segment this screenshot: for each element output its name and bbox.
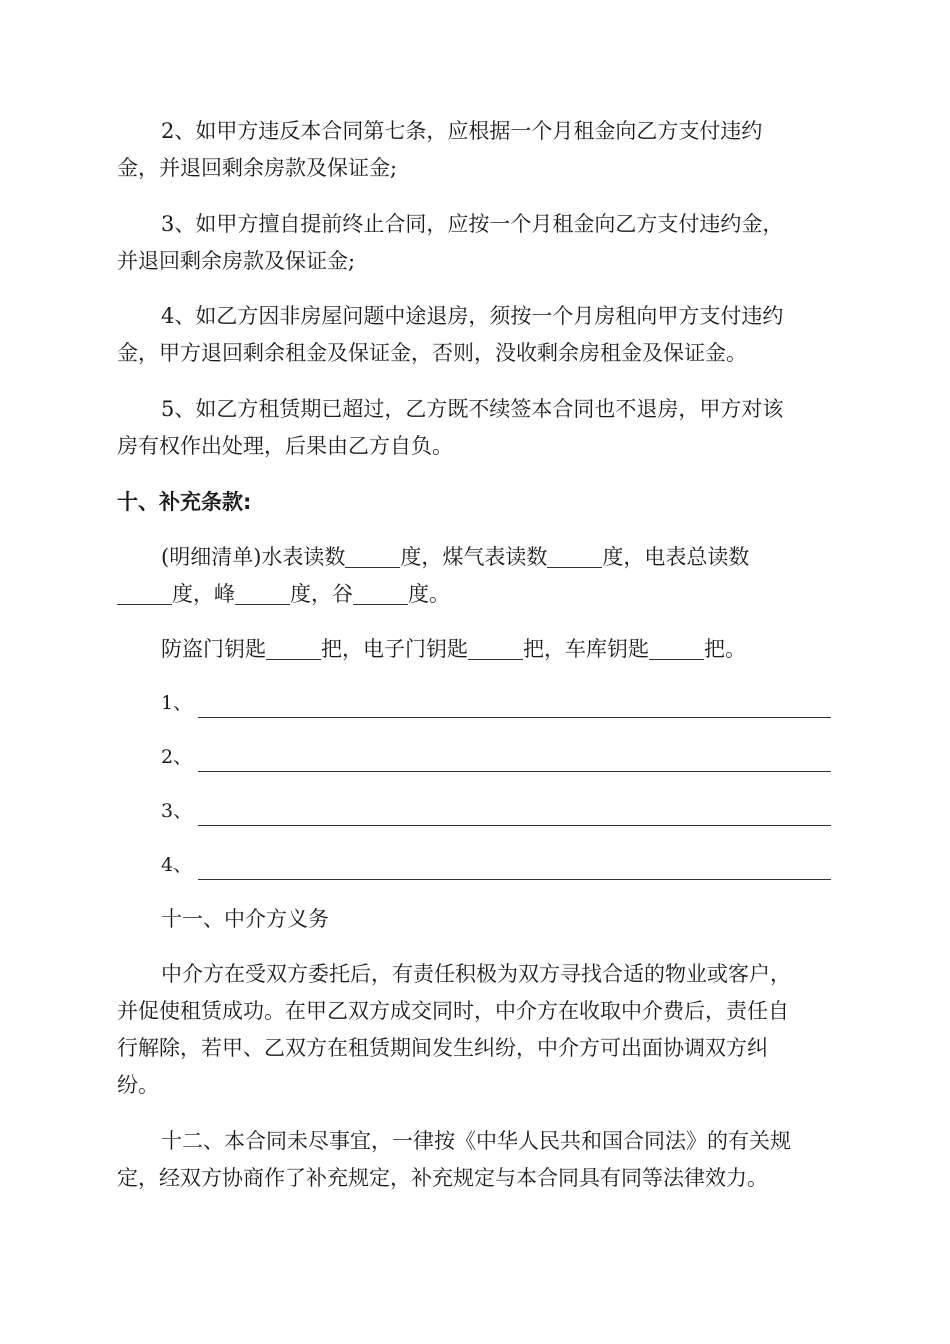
meter-label: 度，电表总读数 (602, 545, 750, 569)
paragraph-line: 5、如乙方租赁期已超过，乙方既不续签本合同也不退房，甲方对该 (161, 397, 784, 421)
door-key-blank[interactable] (266, 637, 321, 660)
paragraph-line: 中介方在受双方委托后，有责任积极为双方寻找合适的物业或客户， (161, 962, 791, 986)
fill-line[interactable] (198, 751, 831, 772)
paragraph-line: 并促使租赁成功。在甲乙双方成交同时，中介方在收取中介费后，责任自 (117, 999, 789, 1023)
meter-label: 度。 (408, 582, 450, 606)
section-10-heading: 十、补充条款: (117, 490, 252, 514)
garage-key-blank[interactable] (649, 637, 704, 660)
section-11-heading: 十一、中介方义务 (161, 907, 329, 931)
meter-line-2 (117, 579, 837, 609)
paragraph-line: 十二、本合同未尽事宜，一律按《中华人民共和国合同法》的有关规 (161, 1129, 791, 1153)
item-number: 4、 (161, 854, 193, 876)
electronic-key-blank[interactable] (468, 637, 523, 660)
fill-line[interactable] (198, 805, 831, 826)
electric-peak-blank[interactable] (235, 582, 290, 605)
gas-meter-blank[interactable] (547, 545, 602, 568)
paragraph-line: 并退回剩余房款及保证金; (117, 249, 356, 273)
supplement-item-4[interactable] (161, 850, 831, 880)
water-meter-blank[interactable] (345, 545, 400, 568)
paragraph-line: 3、如甲方擅自提前终止合同，应按一个月租金向乙方支付违约金， (161, 212, 784, 236)
paragraph-line: 金，甲方退回剩余租金及保证金，否则，没收剩余房租金及保证金。 (117, 341, 747, 365)
keys-label: 把，电子门钥匙 (321, 637, 468, 661)
fill-line[interactable] (198, 859, 831, 880)
item-number: 2、 (161, 746, 193, 768)
meter-label: 度，谷 (290, 582, 353, 606)
electric-valley-blank[interactable] (353, 582, 408, 605)
paragraph-line: 房有权作出处理，后果由乙方自负。 (117, 434, 453, 458)
item-number: 3、 (161, 800, 193, 822)
paragraph-line: 4、如乙方因非房屋问题中途退房，须按一个月房租向甲方支付违约 (161, 304, 784, 328)
meter-lead: (明细清单)水表读数 (161, 545, 346, 569)
paragraph-line: 行解除，若甲、乙双方在租赁期间发生纠纷，中介方可出面协调双方纠 (117, 1036, 768, 1060)
keys-label: 把，车库钥匙 (523, 637, 649, 661)
keys-lead: 防盗门钥匙 (161, 637, 266, 661)
fill-line[interactable] (198, 697, 831, 718)
meter-line-1 (161, 542, 837, 572)
keys-line (161, 634, 837, 664)
paragraph-line: 2、如甲方违反本合同第七条，应根据一个月租金向乙方支付违约 (161, 119, 763, 143)
paragraph-line: 金，并退回剩余房款及保证金; (117, 156, 398, 180)
supplement-item-1[interactable] (161, 688, 831, 718)
meter-label: 度，峰 (172, 582, 235, 606)
electric-total-blank[interactable] (117, 582, 172, 605)
paragraph-line: 定，经双方协商作了补充规定，补充规定与本合同具有同等法律效力。 (117, 1166, 768, 1190)
supplement-item-2[interactable] (161, 742, 831, 772)
item-number: 1、 (161, 692, 193, 714)
meter-label: 度，煤气表读数 (400, 545, 548, 569)
supplement-item-3[interactable] (161, 796, 831, 826)
keys-label: 把。 (704, 637, 746, 661)
paragraph-line: 纷。 (117, 1073, 159, 1097)
